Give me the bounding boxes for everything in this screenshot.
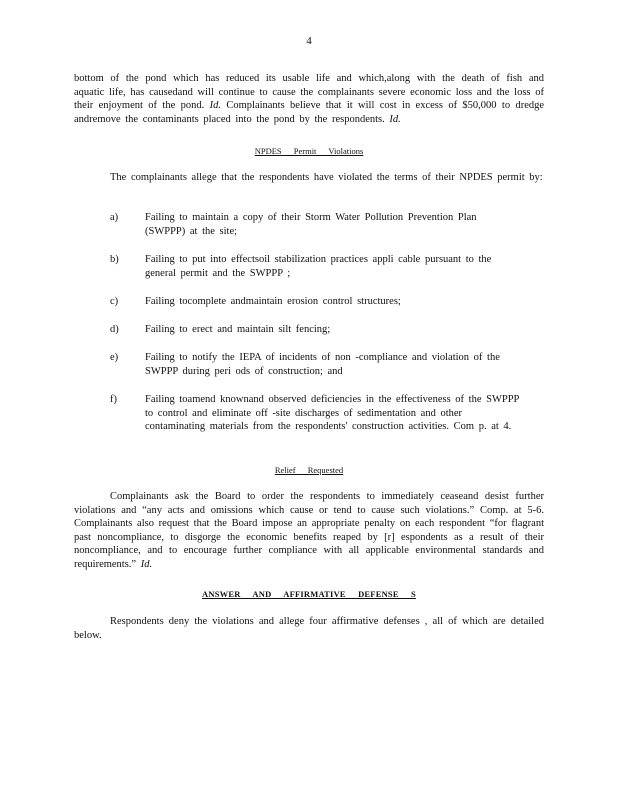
paragraph-relief (74, 490, 544, 571)
list-item (110, 211, 520, 238)
list-marker: f) (110, 394, 117, 405)
heading-answer-affirmative-defenses: ANSWER AND AFFIRMATIVE DEFENSE S (202, 589, 416, 599)
citation: Id. (140, 558, 153, 570)
paragraph-text: Complainants believe that it will cost in excess of $50,000 to dredge andremove the contaminants placed into the pond by the respondents. (74, 100, 545, 125)
citation: Id. (209, 100, 221, 111)
list-marker: d) (110, 324, 119, 335)
list-item-text: Failing to erect and maintain silt fencing; (145, 324, 331, 335)
heading-relief-requested: Relief Requested (274, 465, 344, 475)
paragraph-text: Complainants ask the Board to order the respondents to immediately ceaseand desist further violations and “any acts and omissions which cause or tend to cause such violations.” Comp. at 5-6. Complainants also request that the Board impose an appropriate penalty on each respondent “for flagrant past noncompliance, to disgorge the economic benefits reaped by [r] espondents as a result of their noncompliance, and to encourage further compliance with all applicable environmental standards and requirements.” (74, 491, 544, 570)
list-item-text: Failing to notify the IEPA of incidents of non -compliance and violation of the SWPPP during peri ods of construction; and (145, 352, 500, 377)
paragraph-pond-damages (74, 72, 544, 126)
heading-npdes-violations: NPDES Permit Violations (254, 146, 364, 156)
list-item-text: Failing tocomplete andmaintain erosion control structures; (145, 296, 401, 307)
list-item (110, 393, 520, 434)
list-item-text: Failing to put into effectsoil stabilization practices appli cable pursuant to the general permit and the SWPPP ; (145, 254, 492, 279)
paragraph-text: bottom of the pond which has reduced its usable life and which,along with the death of fish and aquatic life, has causedand will continue to cause the complainants severe economic loss and the loss of their enjoyment of the pond. (74, 73, 544, 111)
citation: Id. (389, 113, 401, 125)
list-item (110, 253, 520, 280)
list-item-text: Failing to maintain a copy of their Storm Water Pollution Prevention Plan (SWPPP) at the site; (145, 212, 477, 237)
list-marker: c) (110, 296, 119, 307)
list-marker: e) (110, 352, 119, 363)
list-item-text: Failing toamend knownand observed deficiencies in the effectiveness of the SWPPP to control and eliminate off -site discharges of sedimentation and other contaminating materials from the respondents' construction activities. Com p. at 4. (145, 394, 520, 432)
list-marker: b) (110, 254, 119, 265)
list-item (110, 351, 520, 378)
page-number: 4 (306, 35, 312, 47)
list-item (110, 295, 520, 309)
list-item (110, 323, 520, 337)
list-marker: a) (110, 212, 119, 223)
paragraph-allegations-intro: The complainants allege that the respondents have violated the terms of their NPDES permit by: (110, 172, 543, 183)
paragraph-respondents-deny: Respondents deny the violations and allege four affirmative defenses , all of which are detailed below. (74, 616, 544, 641)
